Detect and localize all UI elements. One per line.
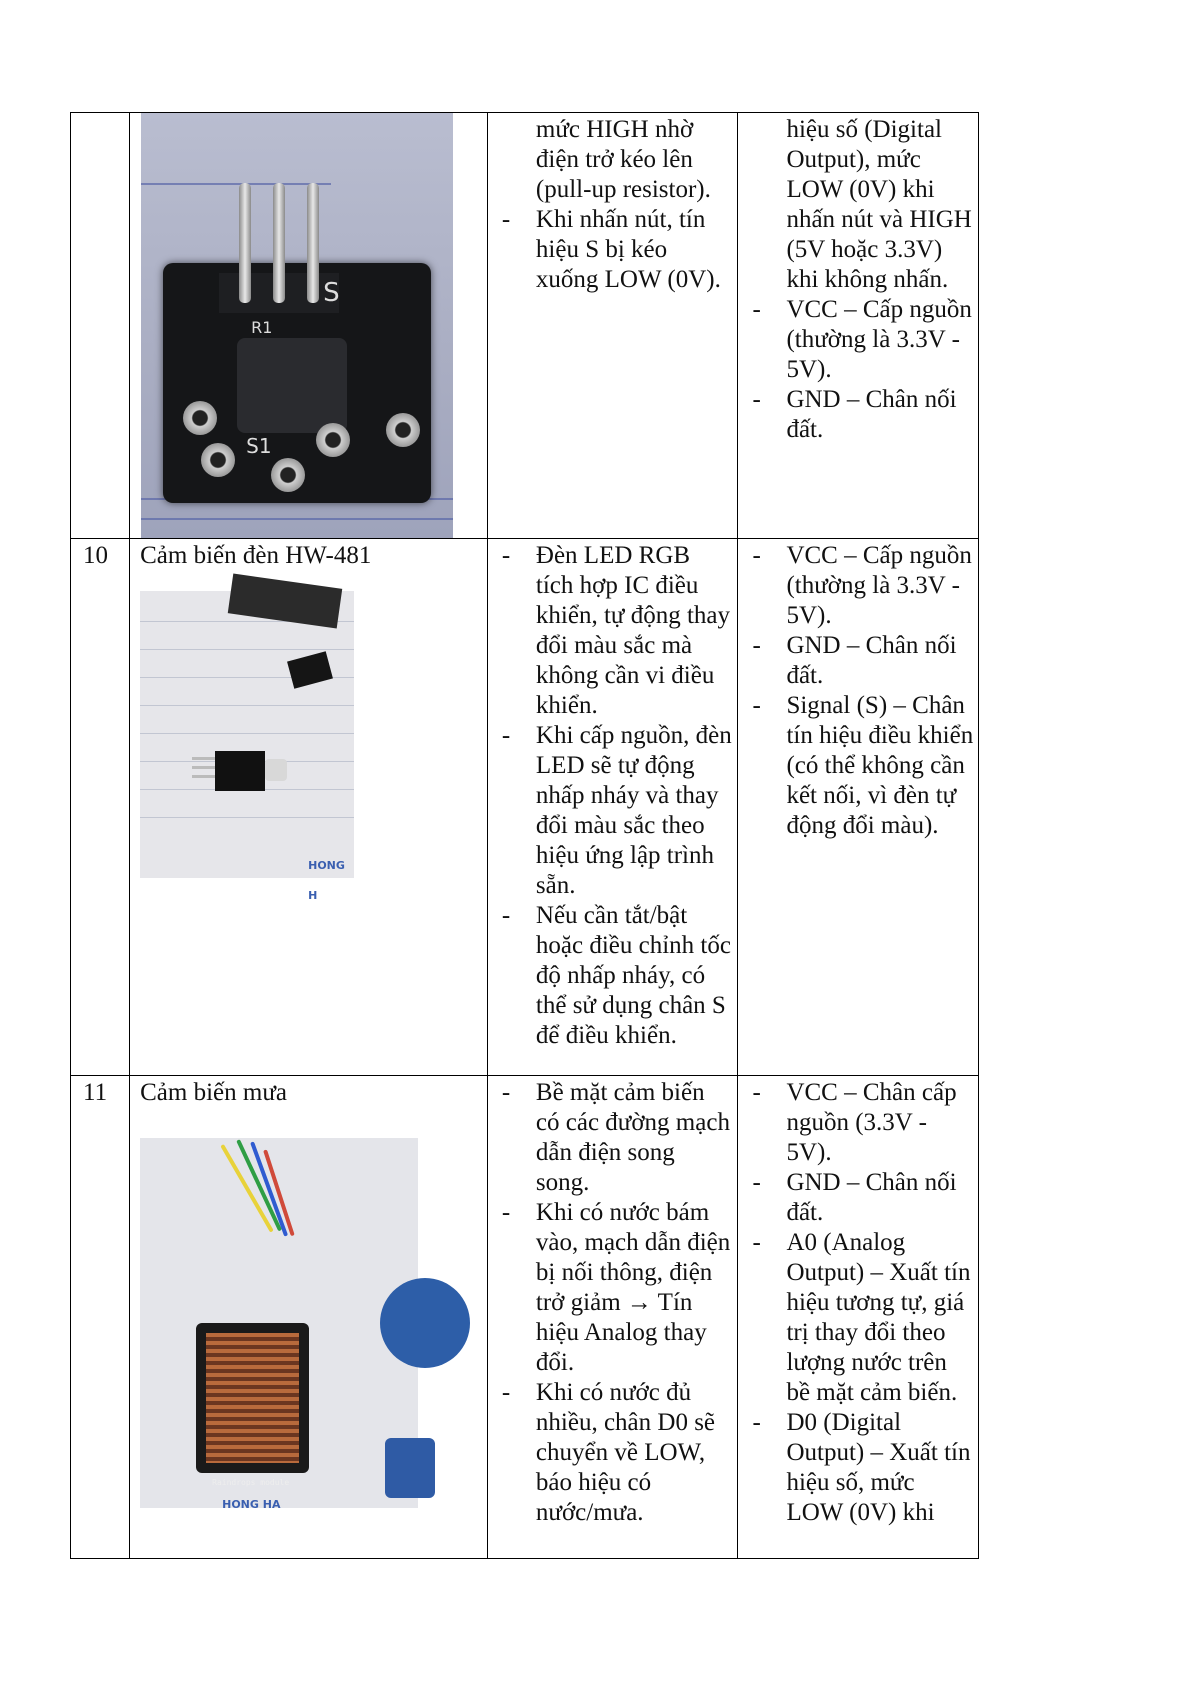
rain-sensor-photo: Raindrops module HONG HA [140, 1138, 418, 1508]
function-cell [487, 1076, 738, 1559]
function-item: - Khi nhấn nút, tín hiệu S bị kéo xuống LOW (0V). [488, 205, 734, 295]
pin-item: - A0 (Analog Output) – Xuất tín hiệu tương tự, giá trị thay đổi theo lượng nước trên bề mặt cảm biến. [738, 1228, 974, 1408]
pin-item: - VCC – Cấp nguồn (thường là 3.3V - 5V). [738, 541, 974, 631]
function-item: - Khi có nước bám vào, mạch dẫn điện bị nối thông, điện trở giảm → Tín hiệu Analog thay đổi. [488, 1198, 734, 1378]
pins-cell [738, 1076, 979, 1559]
pin-item: - Signal (S) – Chân tín hiệu điều khiển (có thể không cần kết nối, vì đèn tự động đổi màu). [738, 691, 974, 841]
pin-item: - VCC – Cấp nguồn (thường là 3.3V - 5V). [738, 295, 974, 385]
table-row [71, 539, 979, 1076]
pins-cell [738, 113, 979, 539]
pin-item: - D0 (Digital Output) – Xuất tín hiệu số, mức LOW (0V) khi [738, 1408, 974, 1528]
function-cell [487, 539, 738, 1076]
pins-cell [738, 539, 979, 1076]
pin-item: - GND – Chân nối đất. [738, 631, 974, 691]
row-number-cell: 11 [71, 1076, 130, 1559]
function-item: - Khi cấp nguồn, đèn LED sẽ tự động nhấp nháy và thay đổi màu sắc theo hiệu ứng lập trình sẵn. [488, 721, 734, 901]
function-item: - Đèn LED RGB tích hợp IC điều khiển, tự động thay đổi màu sắc mà không cần vi điều khiển. [488, 541, 734, 721]
device-cell [130, 113, 488, 539]
function-cell [487, 113, 738, 539]
pins-continuation: hiệu số (Digital Output), mức LOW (0V) khi nhấn nút và HIGH (5V hoặc 3.3V) khi không nhấn. [786, 116, 972, 293]
function-continuation: mức HIGH nhờ điện trở kéo lên (pull-up resistor). [535, 116, 711, 203]
button-module-photo: S R1 S1 [141, 113, 453, 538]
pin-item: - GND – Chân nối đất. [738, 385, 974, 445]
table-row [71, 113, 979, 539]
table-row [71, 1076, 979, 1559]
row-number-cell [71, 113, 130, 539]
function-item: - Bề mặt cảm biến có các đường mạch dẫn điện song song. [488, 1078, 734, 1198]
pin-item: - GND – Chân nối đất. [738, 1168, 974, 1228]
device-cell [130, 539, 488, 1076]
device-cell [130, 1076, 488, 1559]
device-name: Cảm biến đèn HW-481 [140, 542, 372, 569]
function-item: - Nếu cần tắt/bật hoặc điều chỉnh tốc độ nhấp nháy, có thể sử dụng chân S để điều khiển. [488, 901, 734, 1051]
device-name: Cảm biến mưa [140, 1079, 287, 1106]
sensor-table [70, 112, 979, 1559]
pin-item: - VCC – Chân cấp nguồn (3.3V - 5V). [738, 1078, 974, 1168]
rgb-led-module-photo: HONG H [140, 591, 354, 878]
function-item: - Khi có nước đủ nhiều, chân D0 sẽ chuyển về LOW, báo hiệu có nước/mưa. [488, 1378, 734, 1528]
row-number-cell: 10 [71, 539, 130, 1076]
